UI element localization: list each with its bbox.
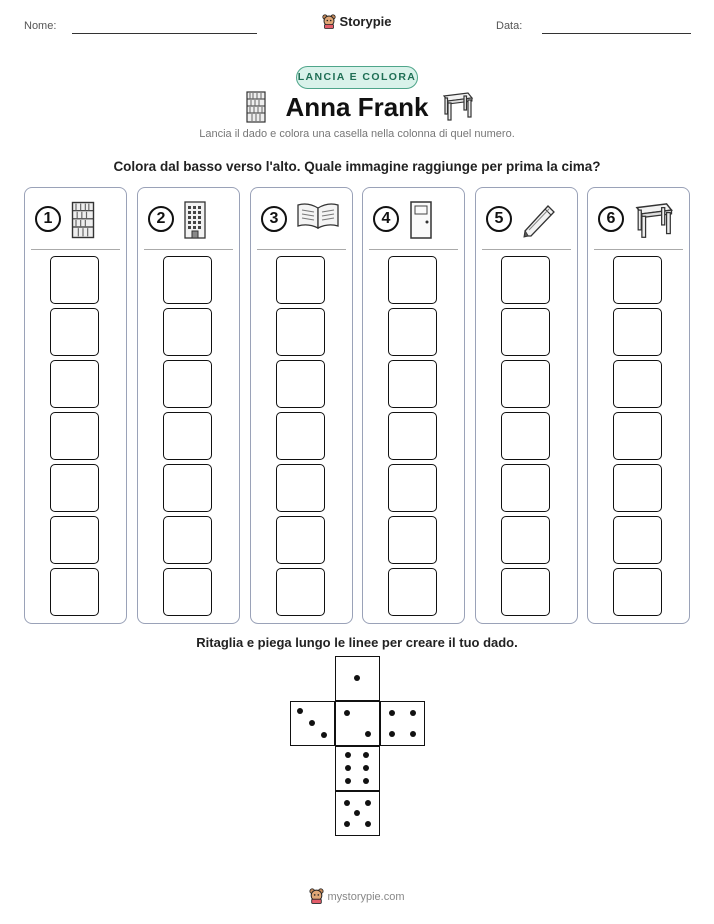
dice-column-3 xyxy=(250,187,353,624)
color-box[interactable] xyxy=(613,412,662,460)
column-divider xyxy=(144,249,233,250)
name-label: Nome: xyxy=(24,20,57,32)
die-pip xyxy=(365,731,371,737)
die-pip xyxy=(345,752,351,758)
color-box[interactable] xyxy=(388,568,437,616)
color-box[interactable] xyxy=(388,516,437,564)
bear-logo-icon xyxy=(309,888,324,904)
die-pip xyxy=(363,765,369,771)
color-box[interactable] xyxy=(613,256,662,304)
die-pip xyxy=(363,752,369,758)
color-box[interactable] xyxy=(501,464,550,512)
color-box[interactable] xyxy=(50,308,99,356)
color-box[interactable] xyxy=(276,464,325,512)
color-box[interactable] xyxy=(613,308,662,356)
color-box[interactable] xyxy=(613,516,662,564)
column-number: 4 xyxy=(373,206,399,232)
column-number: 1 xyxy=(35,206,61,232)
stool-icon xyxy=(440,90,474,122)
color-box[interactable] xyxy=(163,360,212,408)
column-divider xyxy=(257,249,346,250)
color-box[interactable] xyxy=(501,412,550,460)
color-box[interactable] xyxy=(163,568,212,616)
die-pip xyxy=(309,720,315,726)
color-box[interactable] xyxy=(163,308,212,356)
date-label: Data: xyxy=(496,20,523,32)
color-box[interactable] xyxy=(388,412,437,460)
dice-column-1 xyxy=(24,187,127,624)
die-pip xyxy=(344,821,350,827)
color-box[interactable] xyxy=(388,464,437,512)
die-pip xyxy=(410,710,416,716)
dice-column-4 xyxy=(362,187,465,624)
bear-logo-icon xyxy=(322,14,336,29)
color-box[interactable] xyxy=(50,256,99,304)
die-face-6 xyxy=(335,746,380,791)
column-divider xyxy=(482,249,571,250)
die-face-3 xyxy=(290,701,335,746)
die-pip xyxy=(363,778,369,784)
column-divider xyxy=(594,249,683,250)
die-pip xyxy=(344,710,350,716)
color-box[interactable] xyxy=(501,568,550,616)
footer-url: mystorypie.com xyxy=(327,891,405,903)
activity-badge: LANCIA E COLORA xyxy=(296,66,418,89)
color-box[interactable] xyxy=(501,360,550,408)
color-box[interactable] xyxy=(501,308,550,356)
color-box[interactable] xyxy=(501,256,550,304)
color-box[interactable] xyxy=(388,308,437,356)
brand-name: Storypie xyxy=(339,14,392,29)
die-pip xyxy=(344,800,350,806)
open-book-icon xyxy=(295,200,341,237)
color-box[interactable] xyxy=(163,516,212,564)
bookshelf-icon xyxy=(69,200,97,245)
color-box[interactable] xyxy=(50,464,99,512)
color-box[interactable] xyxy=(276,412,325,460)
die-pip xyxy=(297,708,303,714)
die-pip xyxy=(410,731,416,737)
dice-instruction: Ritaglia e piega lungo le linee per creare il tuo dado. xyxy=(196,635,518,650)
color-box[interactable] xyxy=(163,412,212,460)
title-row xyxy=(0,90,714,126)
die-pip xyxy=(389,731,395,737)
die-pip xyxy=(354,675,360,681)
color-box[interactable] xyxy=(50,568,99,616)
color-box[interactable] xyxy=(50,360,99,408)
color-box[interactable] xyxy=(388,360,437,408)
color-box[interactable] xyxy=(163,256,212,304)
die-pip xyxy=(389,710,395,716)
door-icon xyxy=(407,200,435,245)
die-face-2 xyxy=(335,701,380,746)
color-box[interactable] xyxy=(50,516,99,564)
color-box[interactable] xyxy=(613,464,662,512)
page-title: Anna Frank xyxy=(285,92,429,122)
dice-column-6 xyxy=(587,187,690,624)
die-pip xyxy=(345,778,351,784)
column-number: 6 xyxy=(598,206,624,232)
color-box[interactable] xyxy=(276,256,325,304)
column-number: 2 xyxy=(148,206,174,232)
column-number: 5 xyxy=(486,206,512,232)
brand-logo xyxy=(0,14,714,29)
die-face-1 xyxy=(335,656,380,701)
dice-column-5 xyxy=(475,187,578,624)
dice-column-2 xyxy=(137,187,240,624)
column-number: 3 xyxy=(261,206,287,232)
pencil-icon xyxy=(520,200,560,245)
column-divider xyxy=(31,249,120,250)
die-pip xyxy=(365,821,371,827)
color-box[interactable] xyxy=(276,360,325,408)
subtitle: Lancia il dado e colora una casella nella colonna di quel numero. xyxy=(199,128,515,140)
footer xyxy=(0,888,714,904)
color-box[interactable] xyxy=(276,308,325,356)
color-box[interactable] xyxy=(163,464,212,512)
date-write-line xyxy=(542,33,691,34)
die-face-4 xyxy=(380,701,425,746)
column-divider xyxy=(369,249,458,250)
color-box[interactable] xyxy=(276,516,325,564)
color-box[interactable] xyxy=(501,516,550,564)
color-box[interactable] xyxy=(613,360,662,408)
die-pip xyxy=(354,810,360,816)
die-pip xyxy=(321,732,327,738)
stool-icon xyxy=(632,200,674,245)
color-box[interactable] xyxy=(50,412,99,460)
color-box[interactable] xyxy=(613,568,662,616)
die-face-5 xyxy=(335,791,380,836)
color-box[interactable] xyxy=(276,568,325,616)
apartment-building-icon xyxy=(182,200,208,245)
instruction: Colora dal basso verso l'alto. Quale immagine raggiunge per prima la cima? xyxy=(113,159,601,174)
color-box[interactable] xyxy=(388,256,437,304)
die-pip xyxy=(345,765,351,771)
name-write-line xyxy=(72,33,257,34)
die-pip xyxy=(365,800,371,806)
